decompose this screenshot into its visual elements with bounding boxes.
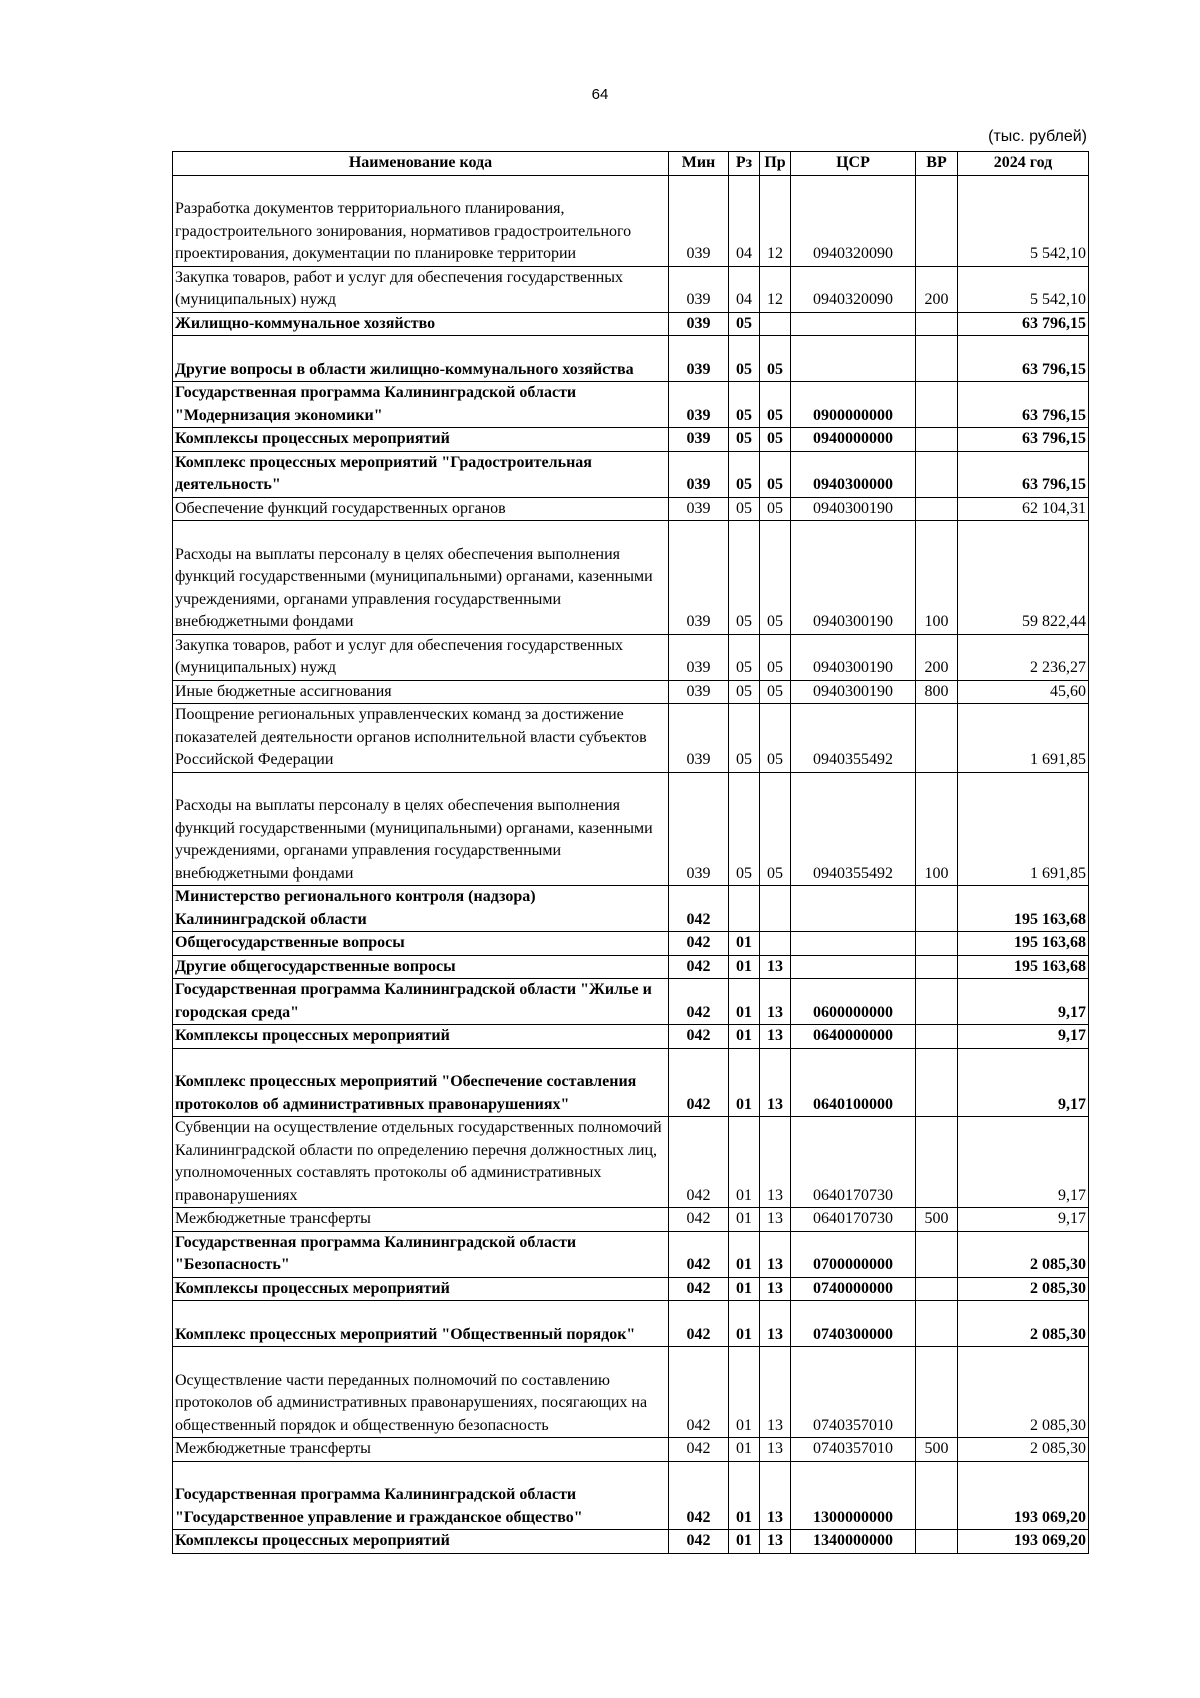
- cell-csr: 0700000000: [791, 1231, 916, 1277]
- cell-name: Государственная программа Калининградской области "Безопасность": [173, 1231, 669, 1277]
- cell-name: Государственная программа Калининградской области "Модернизация экономики": [173, 382, 669, 428]
- cell-rz: 01: [729, 1347, 760, 1438]
- cell-vr: [916, 1301, 958, 1347]
- cell-csr: 0940300190: [791, 497, 916, 521]
- table-row: [173, 1438, 1089, 1462]
- cell-pr: 05: [760, 336, 791, 382]
- cell-pr: [760, 312, 791, 336]
- cell-pr: 05: [760, 634, 791, 680]
- table-row: [173, 680, 1089, 704]
- cell-csr: 0640170730: [791, 1117, 916, 1208]
- cell-csr: [791, 886, 916, 932]
- cell-csr: 0740357010: [791, 1347, 916, 1438]
- cell-vr: 200: [916, 634, 958, 680]
- cell-min: 039: [669, 312, 729, 336]
- table-header-row: [173, 152, 1089, 176]
- cell-pr: 13: [760, 1347, 791, 1438]
- cell-min: 039: [669, 451, 729, 497]
- cell-csr: 0740357010: [791, 1438, 916, 1462]
- cell-sum: 9,17: [958, 1025, 1089, 1049]
- table-row: [173, 1301, 1089, 1347]
- cell-vr: [916, 382, 958, 428]
- table-row: [173, 1277, 1089, 1301]
- cell-sum: 63 796,15: [958, 451, 1089, 497]
- table-row: [173, 1347, 1089, 1438]
- table-body: [173, 175, 1089, 1553]
- cell-name: Межбюджетные трансферты: [173, 1438, 669, 1462]
- table-row: [173, 336, 1089, 382]
- cell-csr: [791, 336, 916, 382]
- cell-pr: 13: [760, 1301, 791, 1347]
- cell-pr: 05: [760, 451, 791, 497]
- cell-min: 042: [669, 979, 729, 1025]
- cell-sum: 9,17: [958, 979, 1089, 1025]
- cell-name: Закупка товаров, работ и услуг для обеспечения государственных (муниципальных) нужд: [173, 634, 669, 680]
- header-rz: Рз: [729, 152, 760, 176]
- cell-min: 042: [669, 1025, 729, 1049]
- cell-vr: [916, 1277, 958, 1301]
- cell-name: Обеспечение функций государственных органов: [173, 497, 669, 521]
- cell-min: 042: [669, 1048, 729, 1117]
- cell-min: 039: [669, 680, 729, 704]
- cell-csr: 1340000000: [791, 1530, 916, 1554]
- cell-csr: 0640000000: [791, 1025, 916, 1049]
- cell-pr: 13: [760, 1231, 791, 1277]
- cell-rz: 05: [729, 521, 760, 635]
- cell-sum: 195 163,68: [958, 932, 1089, 956]
- cell-pr: 13: [760, 1048, 791, 1117]
- cell-pr: 13: [760, 1530, 791, 1554]
- cell-pr: 05: [760, 497, 791, 521]
- cell-vr: [916, 1048, 958, 1117]
- cell-csr: 0940320090: [791, 266, 916, 312]
- cell-csr: 0940300190: [791, 680, 916, 704]
- cell-name: Межбюджетные трансферты: [173, 1208, 669, 1232]
- cell-sum: 2 236,27: [958, 634, 1089, 680]
- cell-sum: 9,17: [958, 1048, 1089, 1117]
- cell-csr: 0940300190: [791, 634, 916, 680]
- cell-sum: 193 069,20: [958, 1530, 1089, 1554]
- cell-rz: 01: [729, 1117, 760, 1208]
- cell-pr: 05: [760, 521, 791, 635]
- header-pr: Пр: [760, 152, 791, 176]
- table-row: [173, 266, 1089, 312]
- cell-pr: 13: [760, 1461, 791, 1530]
- cell-csr: 0940355492: [791, 772, 916, 886]
- cell-sum: 9,17: [958, 1117, 1089, 1208]
- cell-name: Поощрение региональных управленческих команд за достижение показателей деятельности органов исполнительной власти субъектов Российской Федерации: [173, 704, 669, 773]
- cell-csr: 0900000000: [791, 382, 916, 428]
- table-row: [173, 1530, 1089, 1554]
- cell-rz: 04: [729, 266, 760, 312]
- cell-min: 042: [669, 1208, 729, 1232]
- cell-rz: 01: [729, 955, 760, 979]
- cell-sum: 2 085,30: [958, 1231, 1089, 1277]
- cell-min: 042: [669, 1301, 729, 1347]
- cell-vr: [916, 451, 958, 497]
- cell-rz: [729, 886, 760, 932]
- cell-min: 039: [669, 175, 729, 266]
- header-name: Наименование кода: [173, 152, 669, 176]
- cell-vr: [916, 979, 958, 1025]
- budget-table: [172, 151, 1089, 1554]
- cell-csr: 0940320090: [791, 175, 916, 266]
- table-row: [173, 1208, 1089, 1232]
- cell-sum: 1 691,85: [958, 772, 1089, 886]
- cell-vr: 100: [916, 521, 958, 635]
- header-vr: ВР: [916, 152, 958, 176]
- table-row: [173, 1025, 1089, 1049]
- cell-csr: [791, 312, 916, 336]
- table-row: [173, 1231, 1089, 1277]
- cell-rz: 01: [729, 1438, 760, 1462]
- cell-rz: 01: [729, 1277, 760, 1301]
- cell-sum: 63 796,15: [958, 336, 1089, 382]
- cell-pr: 13: [760, 1438, 791, 1462]
- cell-csr: 0940300190: [791, 521, 916, 635]
- cell-rz: 01: [729, 1025, 760, 1049]
- cell-vr: [916, 955, 958, 979]
- cell-csr: 0600000000: [791, 979, 916, 1025]
- cell-name: Иные бюджетные ассигнования: [173, 680, 669, 704]
- cell-pr: [760, 886, 791, 932]
- cell-csr: 0640100000: [791, 1048, 916, 1117]
- cell-vr: [916, 1347, 958, 1438]
- cell-vr: [916, 312, 958, 336]
- cell-min: 039: [669, 772, 729, 886]
- cell-sum: 1 691,85: [958, 704, 1089, 773]
- cell-rz: 01: [729, 1530, 760, 1554]
- cell-rz: 01: [729, 1231, 760, 1277]
- units-label: (тыс. рублей): [988, 128, 1087, 145]
- table-row: [173, 175, 1089, 266]
- cell-rz: 01: [729, 1048, 760, 1117]
- cell-name: Другие общегосударственные вопросы: [173, 955, 669, 979]
- cell-pr: [760, 932, 791, 956]
- cell-pr: 13: [760, 979, 791, 1025]
- cell-vr: [916, 704, 958, 773]
- cell-rz: 05: [729, 772, 760, 886]
- table-row: [173, 428, 1089, 452]
- cell-rz: 04: [729, 175, 760, 266]
- cell-csr: 0740000000: [791, 1277, 916, 1301]
- table-row: [173, 497, 1089, 521]
- cell-name: Субвенции на осуществление отдельных государственных полномочий Калининградской области по определению перечня должностных лиц, уполномоченных составлять протоколы об административных правонарушениях: [173, 1117, 669, 1208]
- cell-rz: 01: [729, 1461, 760, 1530]
- table-row: [173, 704, 1089, 773]
- header-csr: ЦСР: [791, 152, 916, 176]
- cell-vr: [916, 932, 958, 956]
- cell-rz: 05: [729, 634, 760, 680]
- cell-min: 039: [669, 521, 729, 635]
- cell-rz: 01: [729, 979, 760, 1025]
- cell-pr: 05: [760, 680, 791, 704]
- cell-sum: 2 085,30: [958, 1438, 1089, 1462]
- cell-csr: 1300000000: [791, 1461, 916, 1530]
- cell-pr: 05: [760, 428, 791, 452]
- header-min: Мин: [669, 152, 729, 176]
- cell-sum: 2 085,30: [958, 1277, 1089, 1301]
- cell-name: Комплексы процессных мероприятий: [173, 1025, 669, 1049]
- cell-min: 039: [669, 704, 729, 773]
- cell-pr: 12: [760, 175, 791, 266]
- cell-min: 039: [669, 382, 729, 428]
- table-row: [173, 886, 1089, 932]
- cell-sum: 195 163,68: [958, 886, 1089, 932]
- cell-pr: 13: [760, 955, 791, 979]
- cell-rz: 01: [729, 932, 760, 956]
- table-row: [173, 312, 1089, 336]
- cell-pr: 05: [760, 772, 791, 886]
- table-row: [173, 1461, 1089, 1530]
- cell-sum: 193 069,20: [958, 1461, 1089, 1530]
- table-row: [173, 382, 1089, 428]
- cell-vr: [916, 336, 958, 382]
- cell-vr: [916, 1025, 958, 1049]
- cell-name: Расходы на выплаты персоналу в целях обеспечения выполнения функций государственными (муниципальными) органами, казенными учреждениями, органами управления государственными внебюджетными фондами: [173, 521, 669, 635]
- cell-sum: 9,17: [958, 1208, 1089, 1232]
- cell-name: Комплекс процессных мероприятий "Градостроительная деятельность": [173, 451, 669, 497]
- cell-csr: [791, 955, 916, 979]
- cell-name: Расходы на выплаты персоналу в целях обеспечения выполнения функций государственными (муниципальными) органами, казенными учреждениями, органами управления государственными внебюджетными фондами: [173, 772, 669, 886]
- cell-rz: 01: [729, 1208, 760, 1232]
- cell-sum: 63 796,15: [958, 382, 1089, 428]
- page-number: 64: [591, 86, 609, 103]
- cell-pr: 05: [760, 382, 791, 428]
- cell-rz: 01: [729, 1301, 760, 1347]
- cell-sum: 63 796,15: [958, 312, 1089, 336]
- cell-csr: 0640170730: [791, 1208, 916, 1232]
- cell-vr: [916, 1530, 958, 1554]
- cell-name: Разработка документов территориального планирования, градостроительного зонирования, нормативов градостроительного проектирования, документации по планировке территории: [173, 175, 669, 266]
- cell-sum: 2 085,30: [958, 1301, 1089, 1347]
- cell-sum: 45,60: [958, 680, 1089, 704]
- cell-name: Комплексы процессных мероприятий: [173, 1277, 669, 1301]
- cell-pr: 13: [760, 1025, 791, 1049]
- table-row: [173, 772, 1089, 886]
- table-row: [173, 1048, 1089, 1117]
- cell-vr: [916, 1231, 958, 1277]
- cell-pr: 13: [760, 1277, 791, 1301]
- cell-pr: 12: [760, 266, 791, 312]
- cell-vr: 500: [916, 1208, 958, 1232]
- cell-name: Другие вопросы в области жилищно-коммунального хозяйства: [173, 336, 669, 382]
- cell-vr: 100: [916, 772, 958, 886]
- cell-sum: 195 163,68: [958, 955, 1089, 979]
- cell-rz: 05: [729, 497, 760, 521]
- cell-min: 042: [669, 1231, 729, 1277]
- cell-min: 039: [669, 497, 729, 521]
- cell-csr: [791, 932, 916, 956]
- cell-vr: 500: [916, 1438, 958, 1462]
- table-row: [173, 521, 1089, 635]
- table-row: [173, 979, 1089, 1025]
- cell-rz: 05: [729, 704, 760, 773]
- table-row: [173, 451, 1089, 497]
- cell-rz: 05: [729, 312, 760, 336]
- cell-min: 039: [669, 336, 729, 382]
- cell-min: 039: [669, 634, 729, 680]
- cell-name: Закупка товаров, работ и услуг для обеспечения государственных (муниципальных) нужд: [173, 266, 669, 312]
- cell-min: 042: [669, 955, 729, 979]
- cell-sum: 62 104,31: [958, 497, 1089, 521]
- cell-rz: 05: [729, 382, 760, 428]
- cell-rz: 05: [729, 336, 760, 382]
- cell-min: 042: [669, 886, 729, 932]
- cell-sum: 2 085,30: [958, 1347, 1089, 1438]
- cell-csr: 0940355492: [791, 704, 916, 773]
- cell-name: Комплексы процессных мероприятий: [173, 428, 669, 452]
- cell-name: Государственная программа Калининградской области "Государственное управление и гражданское общество": [173, 1461, 669, 1530]
- table-row: [173, 955, 1089, 979]
- cell-vr: 200: [916, 266, 958, 312]
- cell-min: 042: [669, 1347, 729, 1438]
- cell-rz: 05: [729, 451, 760, 497]
- cell-rz: 05: [729, 680, 760, 704]
- cell-name: Комплекс процессных мероприятий "Общественный порядок": [173, 1301, 669, 1347]
- cell-vr: 800: [916, 680, 958, 704]
- cell-name: Государственная программа Калининградской области "Жилье и городская среда": [173, 979, 669, 1025]
- cell-pr: 13: [760, 1117, 791, 1208]
- cell-pr: 05: [760, 704, 791, 773]
- cell-min: 042: [669, 1438, 729, 1462]
- cell-vr: [916, 1461, 958, 1530]
- cell-vr: [916, 497, 958, 521]
- table-row: [173, 932, 1089, 956]
- cell-name: Комплекс процессных мероприятий "Обеспечение составления протоколов об административных правонарушениях": [173, 1048, 669, 1117]
- cell-min: 039: [669, 266, 729, 312]
- cell-name: Министерство регионального контроля (надзора) Калининградской области: [173, 886, 669, 932]
- cell-name: Жилищно-коммунальное хозяйство: [173, 312, 669, 336]
- cell-min: 042: [669, 1530, 729, 1554]
- cell-min: 039: [669, 428, 729, 452]
- cell-csr: 0940300000: [791, 451, 916, 497]
- cell-min: 042: [669, 1461, 729, 1530]
- cell-vr: [916, 1117, 958, 1208]
- cell-sum: 63 796,15: [958, 428, 1089, 452]
- cell-min: 042: [669, 1277, 729, 1301]
- cell-sum: 5 542,10: [958, 175, 1089, 266]
- cell-name: Комплексы процессных мероприятий: [173, 1530, 669, 1554]
- cell-csr: 0940000000: [791, 428, 916, 452]
- cell-rz: 05: [729, 428, 760, 452]
- cell-vr: [916, 886, 958, 932]
- cell-name: Осуществление части переданных полномочий по составлению протоколов об административных правонарушениях, посягающих на общественный порядок и общественную безопасность: [173, 1347, 669, 1438]
- table-row: [173, 634, 1089, 680]
- cell-min: 042: [669, 1117, 729, 1208]
- cell-min: 042: [669, 932, 729, 956]
- cell-vr: [916, 428, 958, 452]
- cell-name: Общегосударственные вопросы: [173, 932, 669, 956]
- cell-vr: [916, 175, 958, 266]
- cell-sum: 59 822,44: [958, 521, 1089, 635]
- cell-pr: 13: [760, 1208, 791, 1232]
- cell-sum: 5 542,10: [958, 266, 1089, 312]
- cell-csr: 0740300000: [791, 1301, 916, 1347]
- header-year: 2024 год: [958, 152, 1089, 176]
- table-row: [173, 1117, 1089, 1208]
